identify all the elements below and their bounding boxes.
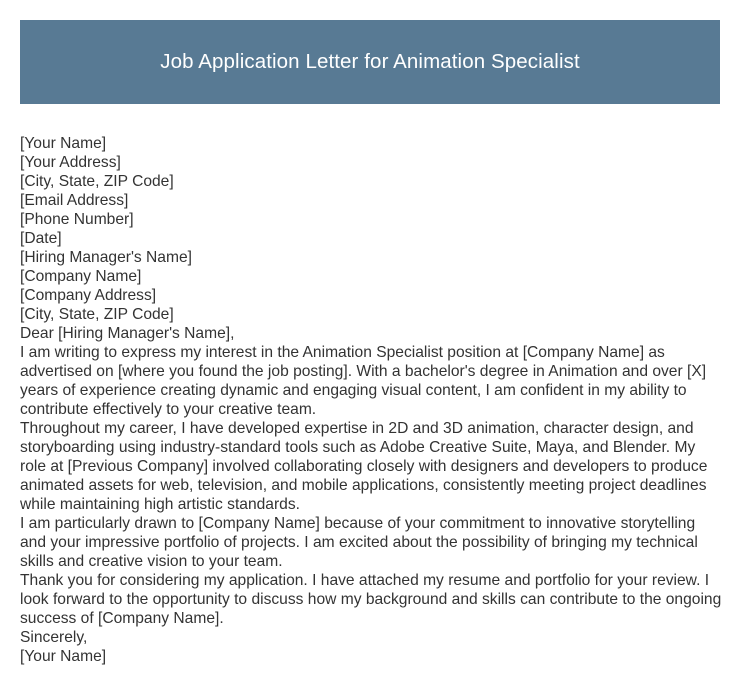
paragraph-motivation: I am particularly drawn to [Company Name] because of your commitment to innovative storytelling and your impressive portfolio of projects. I am excited about the possibility of bringing my technical skills and creative vision to your team. xyxy=(20,515,698,570)
recipient-city-state-zip: [City, State, ZIP Code] xyxy=(20,306,174,323)
letter-date: [Date] xyxy=(20,230,62,247)
recipient-company-address: [Company Address] xyxy=(20,287,157,304)
paragraph-closing: Thank you for considering my application. I have attached my resume and portfolio for your review. I look forward to the opportunity to discuss how my background and skills can contribute to the ongoing success of [Company Name]. xyxy=(20,572,722,627)
recipient-company-name: [Company Name] xyxy=(20,268,142,285)
paragraph-experience: Throughout my career, I have developed expertise in 2D and 3D animation, character design, and storyboarding using industry-standard tools such as Adobe Creative Suite, Maya, and Blender. My role at [Previous Company] involved collaborating closely with designers and developers to produce animated assets for web, television, and mobile applications, consistently meeting project deadlines while maintaining high artistic standards. xyxy=(20,420,708,513)
page-title: Job Application Letter for Animation Specialist xyxy=(160,50,580,73)
signature-name: [Your Name] xyxy=(20,648,107,665)
recipient-block xyxy=(20,248,722,324)
sender-email: [Email Address] xyxy=(20,192,129,209)
sender-phone: [Phone Number] xyxy=(20,211,134,228)
recipient-hiring-manager: [Hiring Manager's Name] xyxy=(20,249,192,266)
letter-body xyxy=(20,134,722,666)
sender-city-state-zip: [City, State, ZIP Code] xyxy=(20,173,174,190)
sender-name: [Your Name] xyxy=(20,135,107,152)
closing: Sincerely, xyxy=(20,629,88,646)
sender-block xyxy=(20,134,722,248)
header-banner xyxy=(20,20,720,104)
sender-address: [Your Address] xyxy=(20,154,121,171)
paragraph-intro: I am writing to express my interest in the Animation Specialist position at [Company Name] as advertised on [where you found the job posting]. With a bachelor's degree in Animation and over [X] years of experience creating dynamic and engaging visual content, I am confident in my ability to contribute effectively to your creative team. xyxy=(20,344,707,418)
salutation: Dear [Hiring Manager's Name], xyxy=(20,325,235,342)
